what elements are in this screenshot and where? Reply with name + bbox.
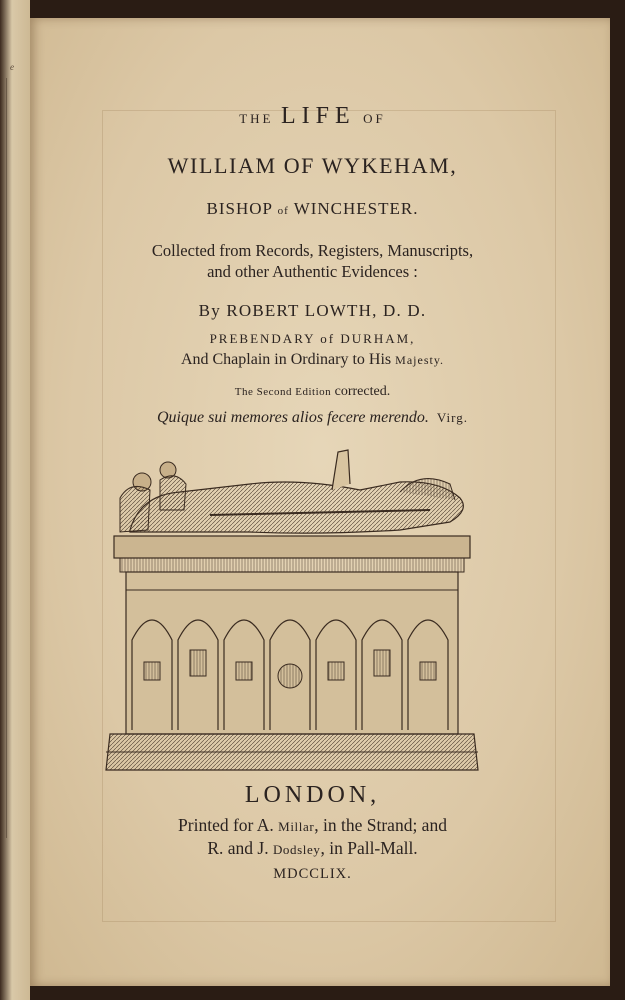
imprint-millar: Millar: [278, 819, 315, 834]
imprint-dodsley: Dodsley: [272, 842, 321, 857]
epigraph-source: Virg.: [436, 410, 468, 425]
author-title-chaplain: [0, 351, 625, 369]
title-the: THE: [239, 111, 274, 126]
office-see: WINCHESTER.: [293, 199, 419, 218]
imprint-strand: , in the Strand; and: [314, 815, 447, 835]
title-of: OF: [363, 111, 386, 126]
author-line: By ROBERT LOWTH, D. D.: [198, 301, 427, 320]
author-title-prebendary: PREBENDARY of DURHAM,: [209, 331, 416, 346]
imprint-pall-mall: , in Pall-Mall.: [320, 838, 418, 858]
edition-corrected: corrected.: [331, 384, 391, 399]
chaplain-majesty: Majesty.: [395, 353, 445, 367]
imprint-line-1: [0, 815, 625, 836]
chaplain-text: And Chaplain in Ordinary to His: [180, 351, 396, 368]
subject-office: [0, 199, 625, 219]
office-of: of: [277, 205, 289, 217]
imprint-year: MDCCLIX.: [273, 866, 352, 882]
imprint-rj: R. and J.: [207, 838, 273, 858]
sources-line-1: Collected from Records, Registers, Manuscripts,: [151, 241, 474, 260]
subject-name: WILLIAM OF WYKEHAM,: [167, 153, 458, 178]
epigraph: [0, 409, 625, 427]
imprint-city: LONDON,: [244, 782, 381, 808]
office-bishop: BISHOP: [206, 199, 273, 218]
sources-line-2: and other Authentic Evidences :: [207, 262, 418, 281]
edition-label: The Second Edition: [234, 386, 332, 398]
tomb-chest: [106, 536, 478, 770]
adjacent-page-rule: [6, 78, 7, 838]
adjacent-page-mark: e: [10, 62, 14, 72]
imprint-printed-for: Printed for A.: [178, 815, 279, 835]
effigy: [120, 450, 463, 533]
title-line: [0, 103, 625, 130]
edition-line: [0, 384, 625, 400]
tomb-engraving: [100, 440, 484, 776]
epigraph-text: Quique sui memores alios fecere merendo.: [156, 409, 429, 426]
title-life: LIFE: [280, 103, 356, 129]
imprint-line-2: [0, 838, 625, 859]
